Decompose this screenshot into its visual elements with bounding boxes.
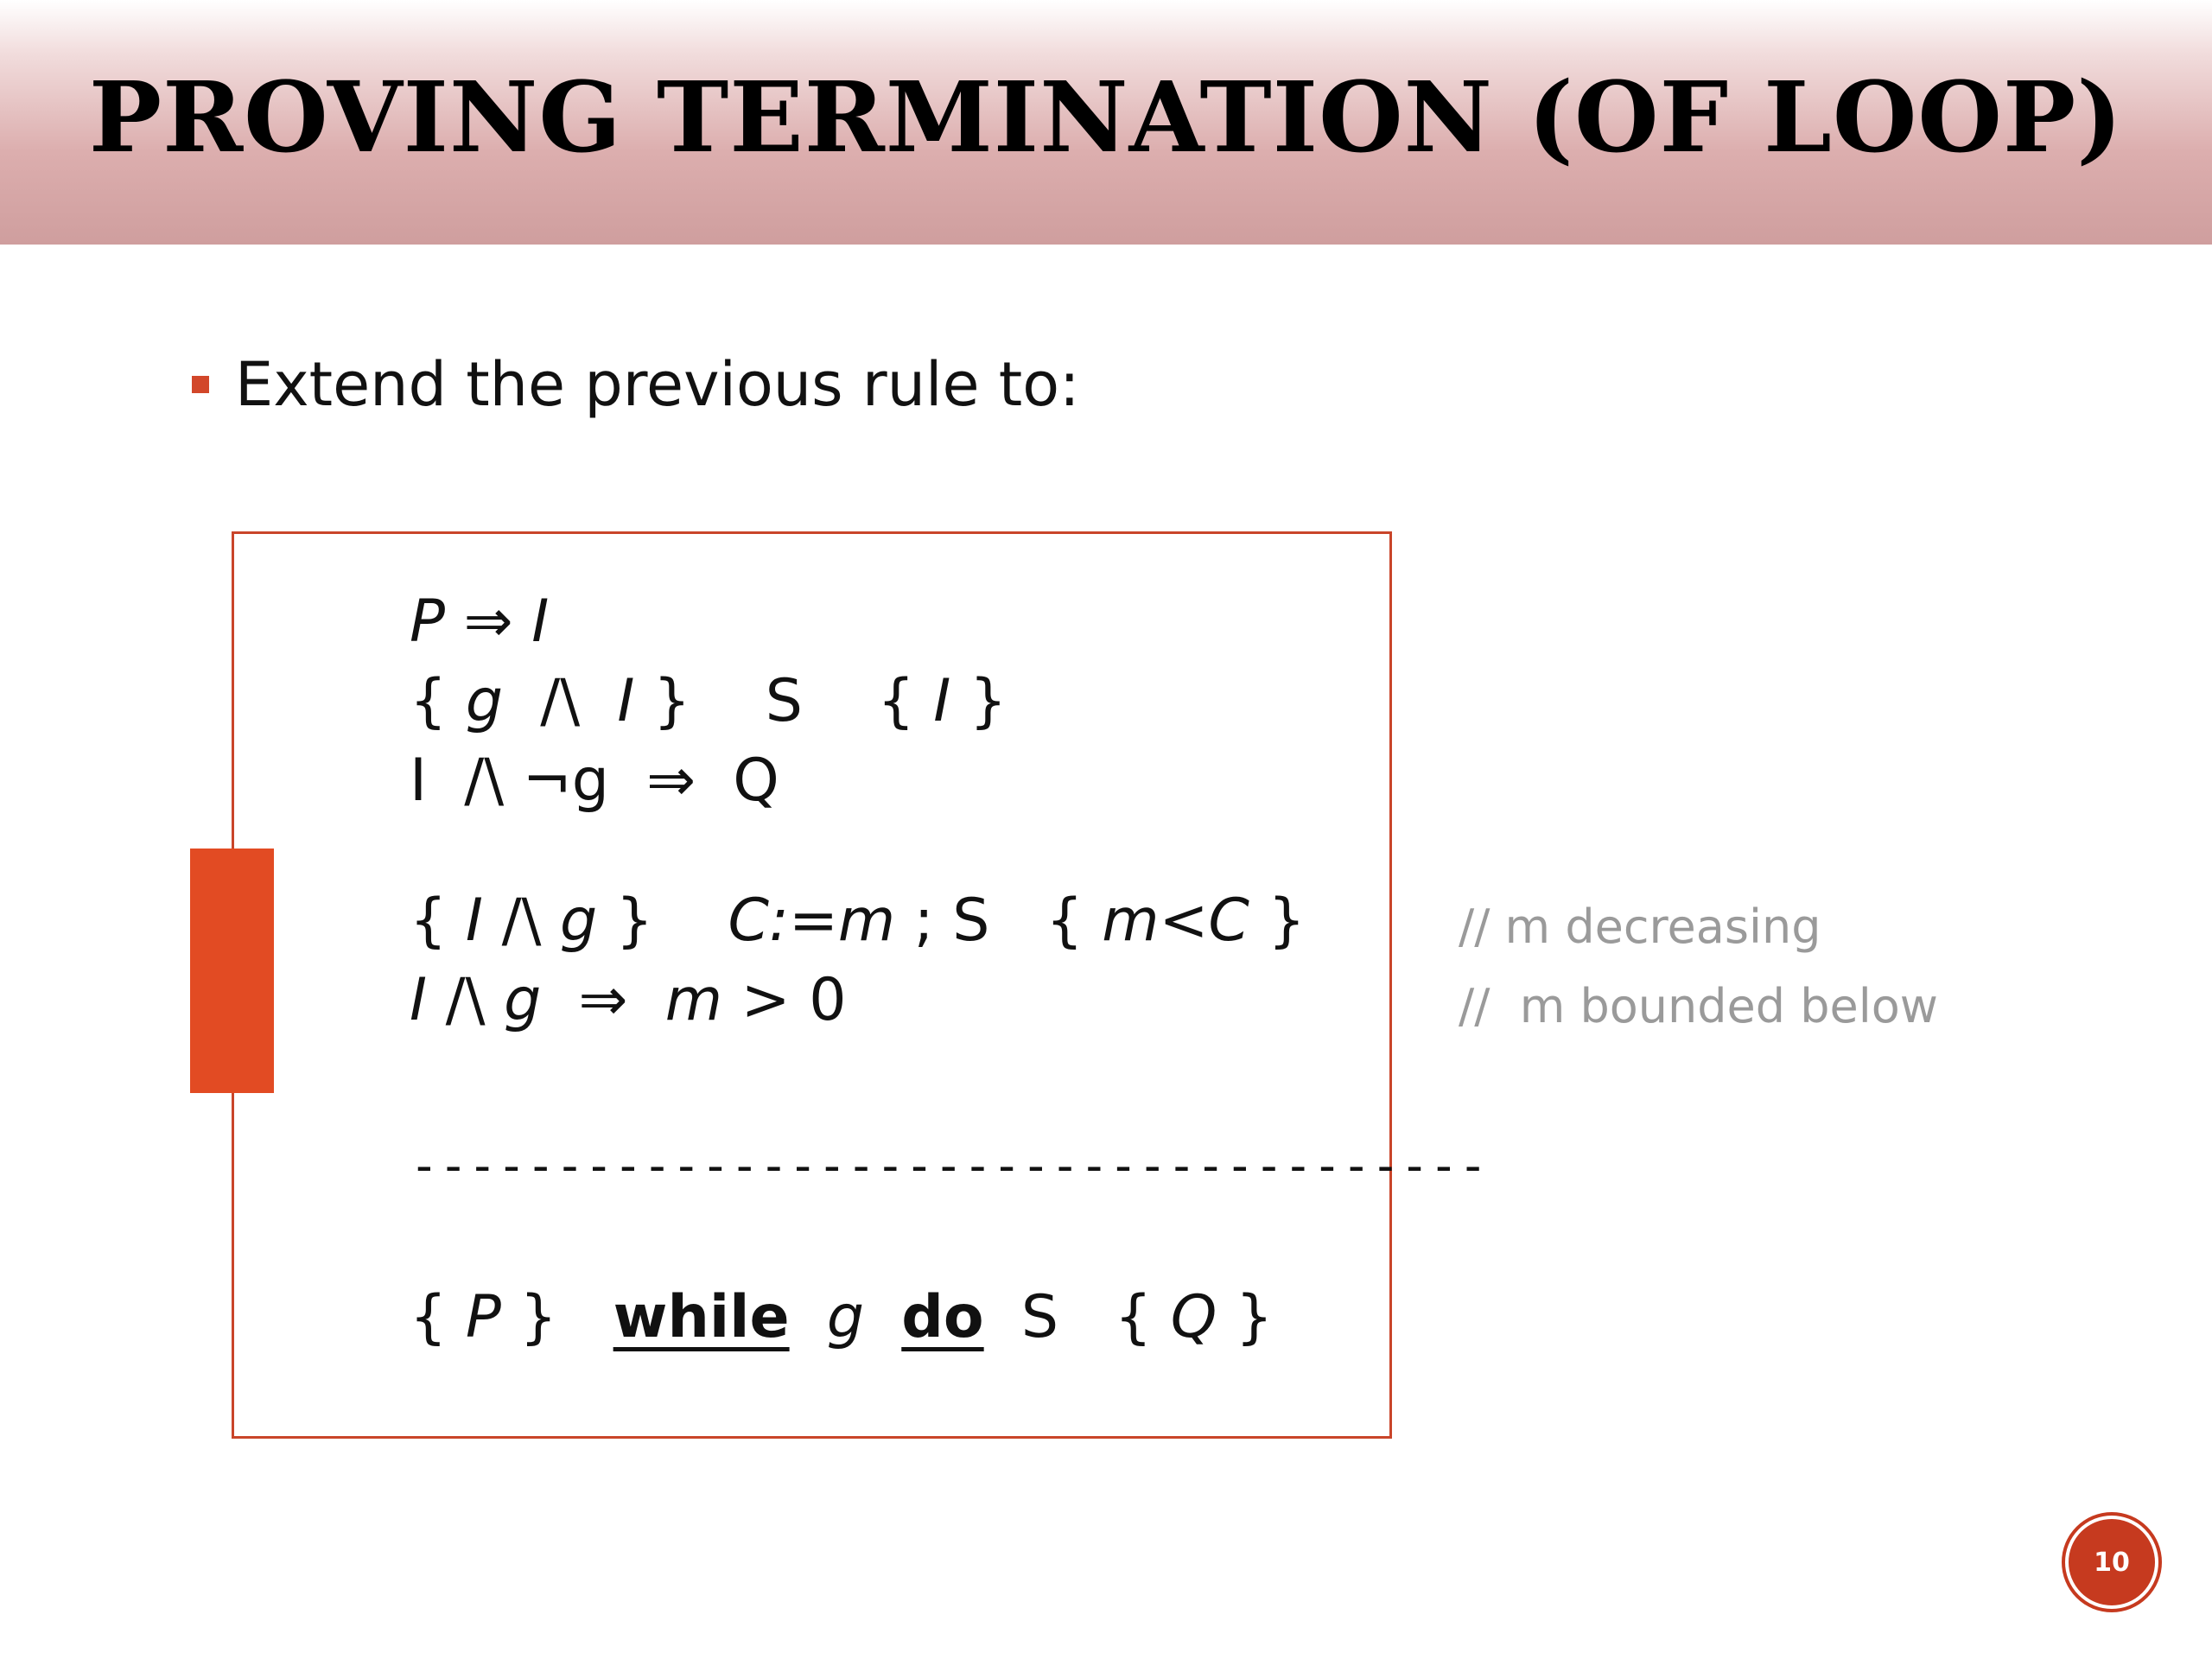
- brace-open: {: [1114, 1283, 1171, 1351]
- var-i: I: [465, 887, 483, 955]
- var-g: g: [465, 667, 504, 735]
- brace-open: {: [1046, 887, 1103, 955]
- brace-close: }: [1217, 1283, 1274, 1351]
- assignment: C:=m: [728, 887, 896, 955]
- var-i: I: [617, 667, 635, 735]
- premise-hoare-body: [410, 667, 1007, 736]
- stmt-s: S: [983, 1283, 1115, 1351]
- var-i: I: [410, 966, 428, 1034]
- premise-exit-condition: I /\ ¬g ⇒ Q: [410, 747, 779, 815]
- brace-close: }: [597, 887, 654, 955]
- var-i: I: [933, 667, 951, 735]
- brace-open: {: [410, 667, 466, 735]
- premise-variant-bounded: [410, 966, 846, 1035]
- conclusion: [410, 1283, 1273, 1352]
- implies-symbol: ⇒: [541, 966, 665, 1034]
- bullet-item: [192, 346, 1080, 423]
- var-g: g: [560, 887, 598, 955]
- and-symbol: /\: [503, 667, 618, 735]
- comment-m-decreasing: // m decreasing: [1459, 899, 1821, 954]
- brace-close: }: [950, 667, 1007, 735]
- var-i: I: [531, 588, 550, 656]
- inference-separator: -------------------------------------: [410, 1138, 1488, 1194]
- var-m: m: [664, 966, 722, 1034]
- and-symbol: /\: [427, 966, 505, 1034]
- brace-open: {: [410, 887, 466, 955]
- keyword-do: do: [901, 1283, 984, 1351]
- premise-variant-decreasing: [410, 887, 1306, 956]
- bullet-text: Extend the previous rule to:: [235, 349, 1080, 420]
- var-g: g: [826, 1283, 865, 1351]
- keyword-while: while: [613, 1283, 790, 1351]
- var-q: Q: [1170, 1283, 1217, 1351]
- var-g: g: [504, 966, 542, 1034]
- and-symbol: /\: [482, 887, 561, 955]
- page-number-badge: [2065, 1516, 2158, 1609]
- postcondition: m<C: [1102, 887, 1249, 955]
- comment-m-bounded: // m bounded below: [1459, 979, 1938, 1033]
- implies-symbol: ⇒: [445, 588, 532, 656]
- var-p: P: [465, 1283, 501, 1351]
- brace-close: }: [500, 1283, 613, 1351]
- premise-p-implies-i: [410, 588, 549, 657]
- brace-open: {: [877, 667, 934, 735]
- slide-title: PROVING TERMINATION (OF LOOP): [88, 61, 2124, 175]
- var-p: P: [410, 588, 446, 656]
- brace-open: {: [410, 1283, 466, 1351]
- stmt-s: S: [690, 667, 878, 735]
- bound-expression: > 0: [721, 966, 847, 1034]
- accent-bar: [190, 849, 274, 1093]
- page-number: 10: [2094, 1547, 2130, 1578]
- brace-close: }: [634, 667, 691, 735]
- brace-close: }: [1249, 887, 1306, 955]
- bullet-marker: [192, 376, 209, 393]
- seq-s: ; S: [895, 887, 1046, 955]
